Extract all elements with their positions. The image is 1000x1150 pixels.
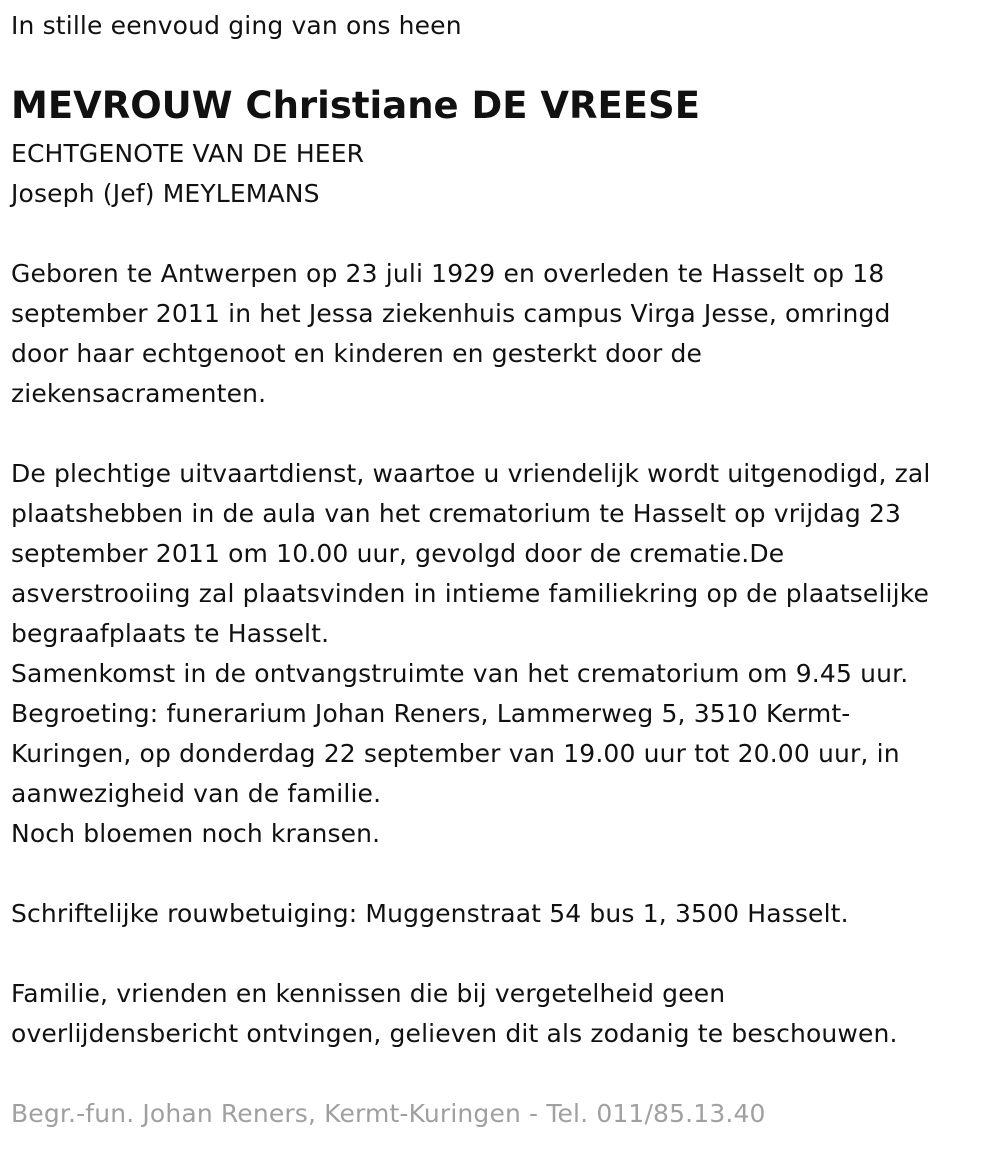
- service-line: begraafplaats te Hasselt.: [11, 619, 330, 648]
- service-line: plaatshebben in de aula van het crematorium te Hasselt op vrijdag 23: [11, 499, 902, 528]
- greeting-line: aanwezigheid van de familie.: [11, 779, 382, 808]
- notice-line: Familie, vrienden en kennissen die bij vergetelheid geen: [11, 979, 726, 1008]
- service-line: asverstrooiing zal plaatsvinden in intieme familiekring op de plaatselijke: [11, 579, 930, 608]
- notice-paragraph: [11, 974, 898, 1054]
- birth-death-line: Geboren te Antwerpen op 23 juli 1929 en overleden te Hasselt op 18: [11, 259, 885, 288]
- service-line: september 2011 om 10.00 uur, gevolgd door de crematie.De: [11, 539, 785, 568]
- greeting-paragraph: [11, 694, 900, 854]
- condolence-address: Schriftelijke rouwbetuiging: Muggenstraat 54 bus 1, 3500 Hasselt.: [11, 899, 849, 928]
- spouse-name: Joseph (Jef) MEYLEMANS: [11, 179, 320, 208]
- service-paragraph: [11, 454, 930, 654]
- greeting-line: Noch bloemen noch kransen.: [11, 819, 381, 848]
- service-line: De plechtige uitvaartdienst, waartoe u vriendelijk wordt uitgenodigd, zal: [11, 459, 931, 488]
- spouse-title: ECHTGENOTE VAN DE HEER: [11, 139, 365, 168]
- greeting-line: Begroeting: funerarium Johan Reners, Lammerweg 5, 3510 Kermt-: [11, 699, 851, 728]
- birth-death-line: september 2011 in het Jessa ziekenhuis campus Virga Jesse, omringd: [11, 299, 891, 328]
- birth-death-paragraph: [11, 254, 891, 414]
- intro-line: In stille eenvoud ging van ons heen: [11, 11, 462, 40]
- notice-line: overlijdensbericht ontvingen, gelieven dit als zodanig te beschouwen.: [11, 1019, 898, 1048]
- deceased-name: MEVROUW Christiane DE VREESE: [11, 84, 700, 127]
- greeting-line: Kuringen, op donderdag 22 september van 19.00 uur tot 20.00 uur, in: [11, 739, 900, 768]
- gathering-line: Samenkomst in de ontvangstruimte van het crematorium om 9.45 uur.: [11, 659, 909, 688]
- footer-contact: Begr.-fun. Johan Reners, Kermt-Kuringen - Tel. 011/85.13.40: [11, 1099, 766, 1128]
- birth-death-line: ziekensacramenten.: [11, 379, 267, 408]
- birth-death-line: door haar echtgenoot en kinderen en gesterkt door de: [11, 339, 703, 368]
